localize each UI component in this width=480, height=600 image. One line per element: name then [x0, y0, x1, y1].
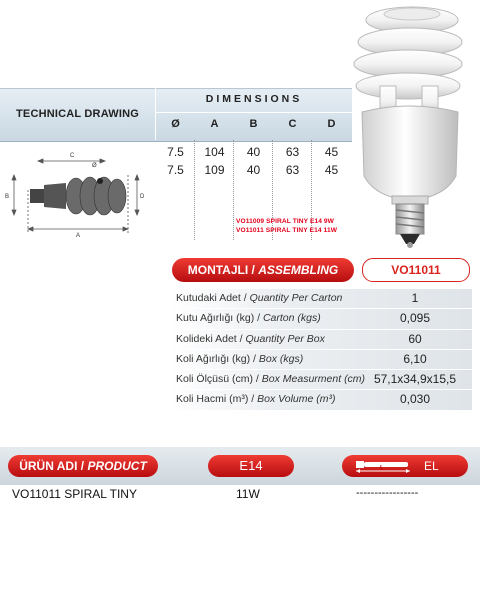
- dim-header-d: D: [327, 118, 336, 130]
- model-tag-9w: VO11009 SPIRAL TINY E14 9W: [236, 218, 335, 225]
- spec-row-box-volume: [170, 390, 472, 410]
- el-header: [342, 455, 468, 477]
- spec-label: Koli Ağırlığı (kg) / Box (kgs): [176, 352, 304, 365]
- assembling-title-en: ASSEMBLING: [258, 263, 339, 277]
- spec-label: Kutudaki Adet / Quantity Per Carton: [176, 292, 343, 304]
- spec-value: 57,1x34,9x15,5: [373, 372, 457, 387]
- dim-row1-b: 40: [246, 145, 261, 159]
- dim-row1-d: 45: [324, 145, 339, 159]
- spec-row-quantity-per-box: [170, 330, 472, 350]
- dim-header-b: B: [249, 118, 258, 130]
- assembling-code: VO11011: [362, 258, 470, 282]
- product-power-value: 11W: [236, 487, 260, 501]
- dim-header-diameter: Ø: [171, 118, 180, 130]
- assembling-header: [172, 258, 354, 282]
- lamp-length-icon: [354, 458, 416, 474]
- drawing-label-diameter: Ø: [92, 163, 97, 169]
- el-l-label: L: [380, 465, 384, 472]
- spec-row-carton-weight: [170, 309, 472, 329]
- drawing-label-a: A: [76, 233, 81, 239]
- dim-row1-diameter: 7.5: [167, 145, 184, 159]
- dimensions-title-rule: [156, 112, 352, 113]
- spec-label: Kutu Ağırlığı (kg) / Carton (kgs): [176, 312, 321, 325]
- product-title-en: PRODUCT: [87, 459, 147, 473]
- technical-drawing-title: TECHNICAL DRAWING: [16, 108, 139, 120]
- dim-row2-c: 63: [285, 163, 300, 177]
- spec-value: 1: [411, 291, 419, 305]
- model-tag-11w: VO11011 SPIRAL TINY E14 11W: [236, 227, 338, 234]
- dim-header-a: A: [210, 118, 219, 130]
- spec-value: 6,10: [403, 351, 427, 366]
- assembling-slash: /: [251, 263, 259, 277]
- spec-row-box-weight: [170, 350, 472, 370]
- spec-value: 60: [408, 331, 422, 346]
- assembling-title-tr: MONTAJLI: [187, 263, 249, 277]
- dim-row1-a: 104: [204, 145, 225, 159]
- drawing-label-b: B: [5, 194, 10, 200]
- product-title-tr: ÜRÜN ADI: [19, 459, 78, 473]
- el-label: EL: [424, 459, 439, 473]
- dim-row2-a: 109: [204, 163, 225, 177]
- spec-value: 0,030: [399, 392, 431, 407]
- dim-row2-b: 40: [246, 163, 261, 177]
- product-name-header: ÜRÜN ADI / PRODUCT: [8, 455, 158, 477]
- dimensions-title: DIMENSIONS: [205, 93, 303, 105]
- spec-label: Koli Ölçüsü (cm) / Box Measurment (cm): [176, 373, 366, 386]
- spec-value: 0,095: [399, 311, 431, 326]
- spec-label: Kolideki Adet / Quantity Per Box: [176, 332, 325, 345]
- drawing-label-d: D: [140, 194, 145, 200]
- product-el-value: -----------------: [356, 487, 419, 499]
- spec-row-quantity-per-carton: [170, 289, 472, 309]
- spec-label: Koli Hacmi (m³) / Box Volume (m³): [176, 393, 336, 406]
- spec-row-box-measurement: [170, 370, 472, 390]
- socket-header: E14: [208, 455, 294, 477]
- product-name-value: VO11011 SPIRAL TINY: [12, 487, 137, 501]
- dim-header-c: C: [288, 118, 297, 130]
- technical-drawing: [0, 145, 155, 240]
- bulb-image: [340, 0, 480, 250]
- drawing-label-c: C: [70, 153, 75, 159]
- dim-row1-c: 63: [285, 145, 300, 159]
- dim-row2-diameter: 7.5: [167, 163, 184, 177]
- dim-row2-d: 45: [324, 163, 339, 177]
- assembling-table: [170, 289, 472, 411]
